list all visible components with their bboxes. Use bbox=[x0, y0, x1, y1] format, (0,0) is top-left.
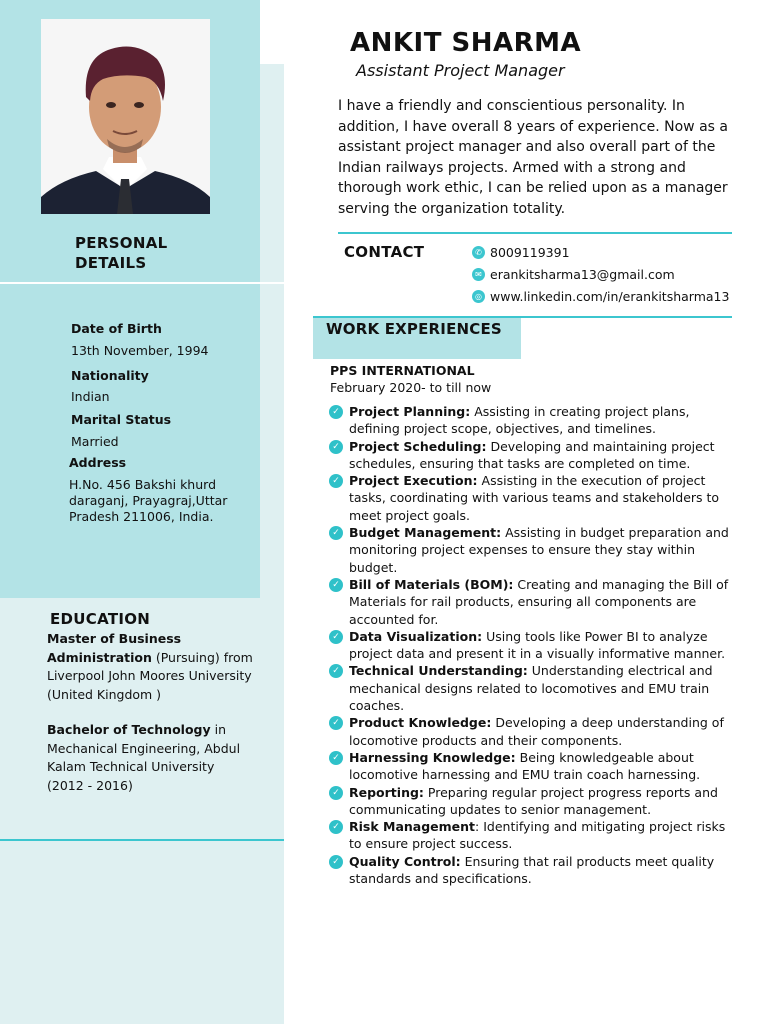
btech-years: (2012 - 2016) bbox=[47, 777, 133, 793]
work-heading: WORK EXPERIENCES bbox=[326, 320, 502, 338]
list-item bbox=[329, 749, 734, 784]
item-text: Preparing regular project progress reports and communicating updates to senior management. bbox=[349, 784, 718, 817]
item-label: Bill of Materials (BOM): bbox=[349, 576, 514, 592]
check-icon: ✓ bbox=[329, 474, 343, 488]
check-icon: ✓ bbox=[329, 526, 343, 540]
item-label: Harnessing Knowledge: bbox=[349, 749, 516, 765]
education-btech bbox=[47, 721, 267, 795]
list-item bbox=[329, 438, 734, 473]
btech-details: in Mechanical Engineering, Abdul Kalam Technical University bbox=[47, 722, 241, 774]
divider bbox=[0, 282, 284, 284]
check-icon: ✓ bbox=[329, 820, 343, 834]
list-item bbox=[329, 524, 734, 576]
candidate-role: Assistant Project Manager bbox=[356, 61, 565, 80]
item-text: Assisting in creating project plans, defining project scope, objectives, and timelines. bbox=[349, 404, 690, 437]
list-item bbox=[329, 714, 734, 749]
item-text: : Identifying and mitigating project risks to ensure project success. bbox=[349, 819, 726, 852]
list-item bbox=[329, 576, 734, 628]
responsibilities-list bbox=[329, 403, 734, 887]
item-text: Assisting in budget preparation and monitoring project expenses to ensure they stay within budget. bbox=[349, 525, 729, 575]
item-text: Developing a deep understanding of locomotive products and their components. bbox=[349, 715, 724, 748]
item-label: Project Execution: bbox=[349, 473, 478, 489]
check-icon: ✓ bbox=[329, 716, 343, 730]
education-mba bbox=[47, 630, 267, 704]
check-icon: ✓ bbox=[329, 664, 343, 678]
item-text: Being knowledgeable about locomotive harnessing and EMU train coach harnessing. bbox=[349, 749, 701, 783]
dob-label: Date of Birth bbox=[71, 321, 162, 336]
nationality-value: Indian bbox=[71, 389, 110, 404]
list-item bbox=[329, 628, 734, 663]
check-icon: ✓ bbox=[329, 578, 343, 592]
check-icon: ✓ bbox=[329, 405, 343, 419]
contact-linkedin bbox=[472, 289, 729, 304]
phone-icon: ✆ bbox=[472, 246, 485, 259]
item-text: Creating and managing the Bill of Materials for rail products, ensuring all components are accounted for. bbox=[349, 576, 729, 627]
item-label: Reporting: bbox=[349, 784, 424, 800]
address-value: H.No. 456 Bakshi khurd daraganj, Prayagraj,Uttar Pradesh 211006, India. bbox=[69, 477, 228, 524]
divider bbox=[338, 232, 732, 234]
item-text: Ensuring that rail products meet quality standards and specifications. bbox=[349, 853, 715, 887]
mba-degree: Master of Business Administration bbox=[47, 631, 182, 665]
list-item bbox=[329, 662, 734, 714]
dob-value: 13th November, 1994 bbox=[71, 343, 209, 358]
list-item bbox=[329, 472, 734, 524]
item-label: Project Planning: bbox=[349, 404, 471, 419]
item-label: Quality Control: bbox=[349, 853, 461, 869]
check-icon: ✓ bbox=[329, 855, 343, 869]
item-label: Product Knowledge: bbox=[349, 715, 492, 731]
list-item bbox=[329, 403, 734, 438]
education-heading: EDUCATION bbox=[50, 610, 151, 628]
portrait-image bbox=[41, 19, 210, 214]
contact-phone bbox=[472, 245, 570, 260]
email-address[interactable]: erankitsharma13@gmail.com bbox=[490, 267, 675, 282]
profile-photo bbox=[41, 19, 210, 214]
mba-details: (Pursuing) from Liverpool John Moores University (United Kingdom ) bbox=[47, 649, 253, 702]
check-icon: ✓ bbox=[329, 786, 343, 800]
item-label: Risk Management bbox=[349, 819, 476, 835]
mail-icon: ✉ bbox=[472, 268, 485, 281]
list-item bbox=[329, 853, 734, 888]
contact-email bbox=[472, 267, 675, 282]
candidate-name: ANKIT SHARMA bbox=[350, 28, 582, 58]
personal-details-heading: PERSONAL DETAILS bbox=[75, 234, 168, 272]
item-label: Data Visualization: bbox=[349, 628, 483, 644]
item-label: Project Scheduling: bbox=[349, 438, 487, 454]
item-text: Using tools like Power BI to analyze project data and present it in a visually informative manner. bbox=[349, 628, 726, 662]
globe-icon: ◎ bbox=[472, 290, 485, 303]
marital-label: Marital Status bbox=[71, 412, 172, 427]
item-label: Technical Understanding: bbox=[349, 663, 528, 679]
list-item bbox=[329, 784, 734, 819]
company-name: PPS INTERNATIONAL bbox=[330, 363, 475, 378]
nationality-label: Nationality bbox=[71, 368, 149, 383]
divider bbox=[0, 839, 284, 841]
list-item bbox=[329, 818, 734, 853]
check-icon: ✓ bbox=[329, 440, 343, 454]
contact-heading: CONTACT bbox=[344, 243, 425, 261]
item-text: Assisting in the execution of project tasks, coordinating with various teams and stakeholders to meet project goals. bbox=[349, 473, 720, 523]
profile-summary: I have a friendly and conscientious personality. In addition, I have overall 8 years of experience. Now as a assistant project manager and also overall part of the Indian railways projects. Armed with a strong and thorough work ethic, I can be relied upon as a manager serving the organization totality. bbox=[338, 98, 728, 217]
item-text: Understanding electrical and mechanical designs related to locomotives and EMU train coaches. bbox=[349, 663, 713, 714]
phone-number: 8009119391 bbox=[490, 245, 570, 260]
check-icon: ✓ bbox=[329, 630, 343, 644]
btech-degree: Bachelor of Technology bbox=[47, 722, 211, 737]
address-label: Address bbox=[69, 455, 127, 470]
item-text: Developing and maintaining project schedules, ensuring that tasks are completed on time. bbox=[349, 438, 715, 471]
marital-value: Married bbox=[71, 434, 119, 449]
item-label: Budget Management: bbox=[349, 525, 502, 541]
linkedin-link[interactable]: www.linkedin.com/in/erankitsharma13 bbox=[490, 289, 730, 304]
check-icon: ✓ bbox=[329, 751, 343, 765]
work-period: February 2020- to till now bbox=[330, 380, 492, 395]
